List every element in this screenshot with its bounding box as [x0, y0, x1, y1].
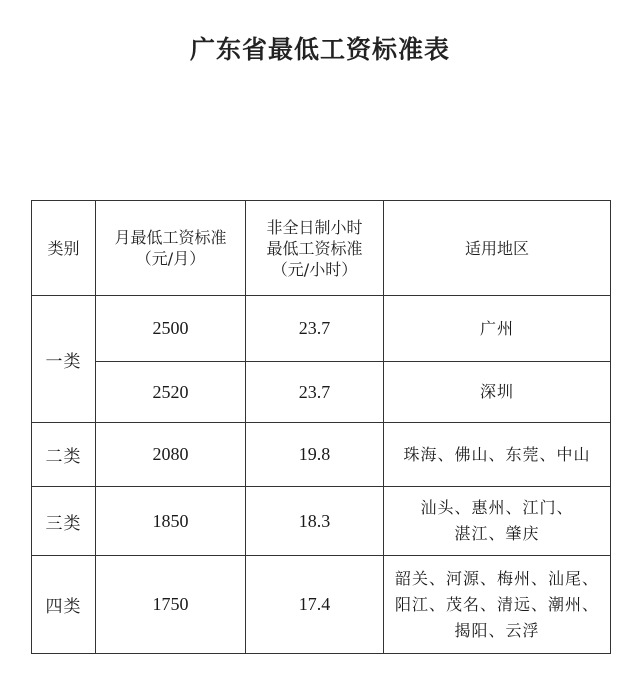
hourly-wage-cell: 23.7 [246, 362, 384, 423]
header-hourly-line: （元/小时） [271, 259, 358, 279]
region-line: 阳江、茂名、清远、潮州、 [394, 594, 599, 614]
category-cell: 一类 [32, 296, 96, 423]
region-line: 揭阳、云浮 [454, 620, 540, 640]
hourly-wage-cell: 23.7 [246, 296, 384, 362]
minimum-wage-table [31, 200, 611, 654]
header-monthly-wage [96, 201, 246, 296]
regions-cell [384, 423, 611, 487]
table-row [32, 362, 611, 423]
region-line: 韶关、河源、梅州、汕尾、 [394, 568, 599, 588]
region-line: 珠海、佛山、东莞、中山 [403, 444, 591, 464]
header-category: 类别 [32, 201, 96, 296]
monthly-wage-cell: 2520 [96, 362, 246, 423]
monthly-wage-cell: 2500 [96, 296, 246, 362]
regions-cell [384, 362, 611, 423]
header-monthly-line: 月最低工资标准 [114, 228, 227, 247]
table-row [32, 556, 611, 654]
monthly-wage-cell: 1850 [96, 487, 246, 556]
monthly-wage-cell: 1750 [96, 556, 246, 654]
header-row [32, 201, 611, 296]
header-regions: 适用地区 [384, 201, 611, 296]
category-cell: 四类 [32, 556, 96, 654]
header-hourly-line: 最低工资标准 [266, 238, 363, 258]
page-title: 广东省最低工资标准表 [189, 35, 450, 64]
region-line: 深圳 [479, 382, 514, 401]
monthly-wage-cell: 2080 [96, 423, 246, 487]
regions-cell [384, 487, 611, 556]
table-row [32, 296, 611, 362]
header-hourly-line: 非全日制小时 [266, 217, 363, 237]
table-row [32, 423, 611, 487]
hourly-wage-cell: 19.8 [246, 423, 384, 487]
region-line: 广州 [479, 318, 514, 338]
hourly-wage-cell: 18.3 [246, 487, 384, 556]
header-hourly-wage [246, 201, 384, 296]
regions-cell [384, 296, 611, 362]
region-line: 汕头、惠州、江门、 [420, 498, 574, 517]
category-cell: 二类 [32, 423, 96, 487]
region-line: 湛江、肇庆 [454, 524, 540, 543]
category-cell: 三类 [32, 487, 96, 556]
regions-cell [384, 556, 611, 654]
header-monthly-line: （元/月） [135, 249, 206, 268]
hourly-wage-cell: 17.4 [246, 556, 384, 654]
table-row [32, 487, 611, 556]
